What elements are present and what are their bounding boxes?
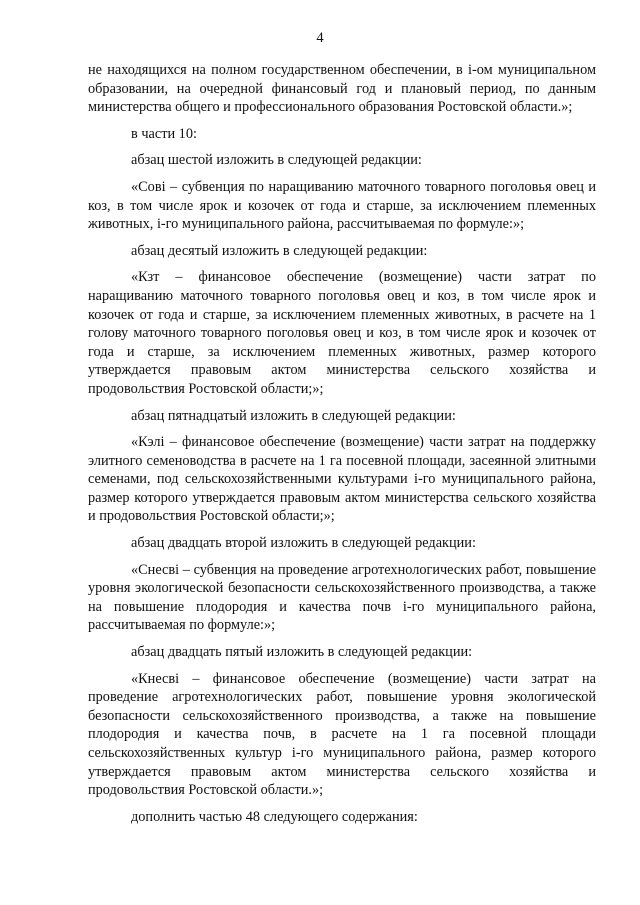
paragraph-instruction-part-48: дополнить частью 48 следующего содержания:: [131, 808, 418, 825]
paragraph-definition-snesv: «Снесвi – субвенция на проведение агротехнологических работ, повышение уровня экологической безопасности сельскохозяйственного производства, а также на повышение плодородия и качества почв i-го муниципального района, рассчитываемая по формуле:»;: [88, 561, 596, 634]
paragraph-continuation: не находящихся на полном государственном обеспечении, в i-ом муниципальном образовании, на очередной финансовый год и плановый период, по данным министерства общего и профессионального образования Ростовской области.»;: [88, 62, 596, 116]
paragraph-definition-knesv: «Кнесвi – финансовое обеспечение (возмещение) части затрат на проведение агротехнологических работ, повышение уровня экологической безопасности сельскохозяйственного производства, а также на повышение плодородия и качества почв, в расчете на 1 га посевной площади сельскохозяйственных культур i-го муниципального района, размер которого утверждается правовым актом министерства сельского хозяйства и продовольствия Ростовской области.»;: [88, 670, 596, 799]
paragraph-definition-kzt: «Кзт – финансовое обеспечение (возмещение) части затрат по наращиванию маточного товарного поголовья овец и коз, в том числе ярок и козочек от года и старше, за исключением племенных животных, в расчете на 1 голову маточного товарного поголовья овец и коз, в том числе ярок и козочек от года и старше, за исключением племенных животных, размер которого утверждается правовым актом министерства сельского хозяйства и продовольствия Ростовской области;»;: [88, 269, 596, 397]
paragraph-definition-kel: «Кэлi – финансовое обеспечение (возмещение) части затрат на поддержку элитного семеноводства в расчете на 1 га посевной площади, засеянной элитными семенами, под сельскохозяйственными культурами i-го муниципального района, размер которого утверждается правовым актом министерства сельского хозяйства и продовольствия Ростовской области;»;: [88, 434, 596, 525]
document-body: [88, 61, 596, 826]
paragraph-definition-sov: «Совi – субвенция по наращиванию маточного товарного поголовья овец и коз, в том числе ярок и козочек от года и старше, за исключением племенных животных, i-го муниципального района, рассчитываемая по формуле:»;: [88, 178, 596, 233]
paragraph-instruction-10: абзац десятый изложить в следующей редакции:: [131, 242, 428, 259]
page-number: 4: [316, 30, 324, 46]
paragraph-instruction-15: абзац пятнадцатый изложить в следующей редакции:: [131, 407, 456, 424]
paragraph-instruction-25: абзац двадцать пятый изложить в следующей редакции:: [131, 644, 473, 661]
paragraph-instruction-22: абзац двадцать второй изложить в следующей редакции:: [131, 535, 476, 552]
paragraph-part-10: в части 10:: [131, 125, 197, 142]
paragraph-instruction-6: абзац шестой изложить в следующей редакции:: [131, 152, 422, 169]
